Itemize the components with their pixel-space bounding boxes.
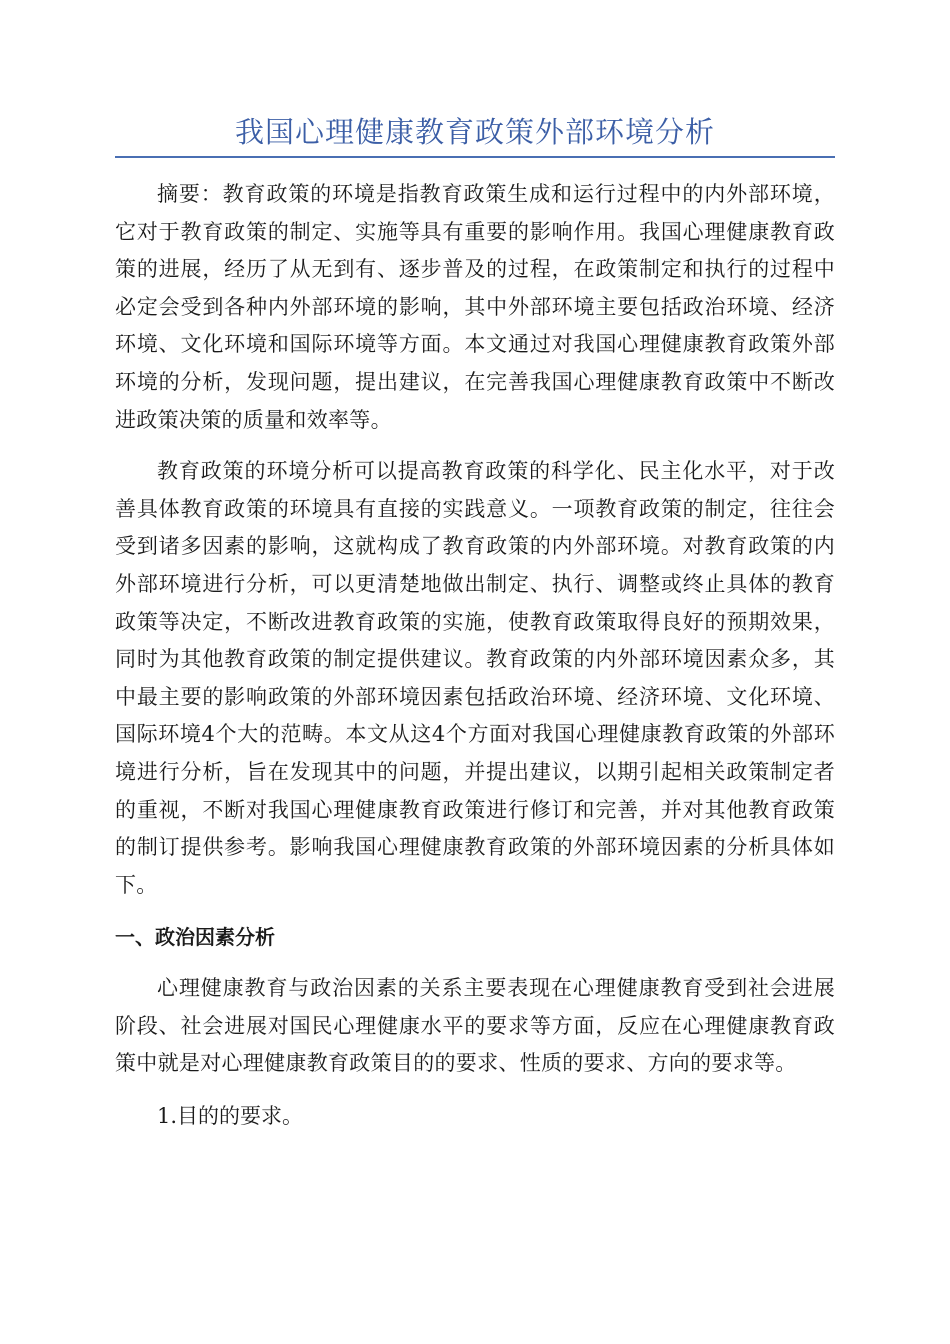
section-body-paragraph: 心理健康教育与政治因素的关系主要表现在心理健康教育受到社会进展阶段、社会进展对国民心理健康水平的要求等方面，反应在心理健康教育政策中就是对心理健康教育政策目的的要求、性质的要求、方向的要求等。 bbox=[115, 976, 835, 1076]
abstract-paragraph: 摘要：教育政策的环境是指教育政策生成和运行过程中的内外部环境，它对于教育政策的制定、实施等具有重要的影响作用。我国心理健康教育政策的进展，经历了从无到有、逐步普及的过程，在政策制定和执行的过程中必定会受到各种内外部环境的影响，其中外部环境主要包括政治环境、经济环境、文化环境和国际环境等方面。本文通过对我国心理健康教育政策外部环境的分析，发现问题，提出建议，在完善我国心理健康教育政策中不断改进政策决策的质量和效率等。 bbox=[115, 182, 835, 432]
page-title: 我国心理健康教育政策外部环境分析 bbox=[234, 115, 715, 149]
intro-paragraph: 教育政策的环境分析可以提高教育政策的科学化、民主化水平，对于改善具体教育政策的环境具有直接的实践意义。一项教育政策的制定，往往会受到诸多因素的影响，这就构成了教育政策的内外部环境。对教育政策的内外部环境进行分析，可以更清楚地做出制定、执行、调整或终止具体的教育政策等决定，不断改进教育政策的实施，使教育政策取得良好的预期效果，同时为其他教育政策的制定提供建议。教育政策的内外部环境因素众多，其中最主要的影响政策的外部环境因素包括政治环境、经济环境、文化环境、国际环境4个大的范畴。本文从这4个方面对我国心理健康教育政策的外部环境进行分析，旨在发现其中的问题，并提出建议，以期引起相关政策制定者的重视，不断对我国心理健康教育政策进行修订和完善，并对其他教育政策的制订提供参考。影响我国心理健康教育政策的外部环境因素的分析具体如下。 bbox=[115, 459, 835, 897]
section-heading-politics: 一、政治因素分析 bbox=[115, 925, 275, 950]
title-underline bbox=[115, 156, 835, 158]
document-page bbox=[115, 110, 835, 1135]
list-item-purpose: 1.目的的要求。 bbox=[157, 1104, 304, 1129]
